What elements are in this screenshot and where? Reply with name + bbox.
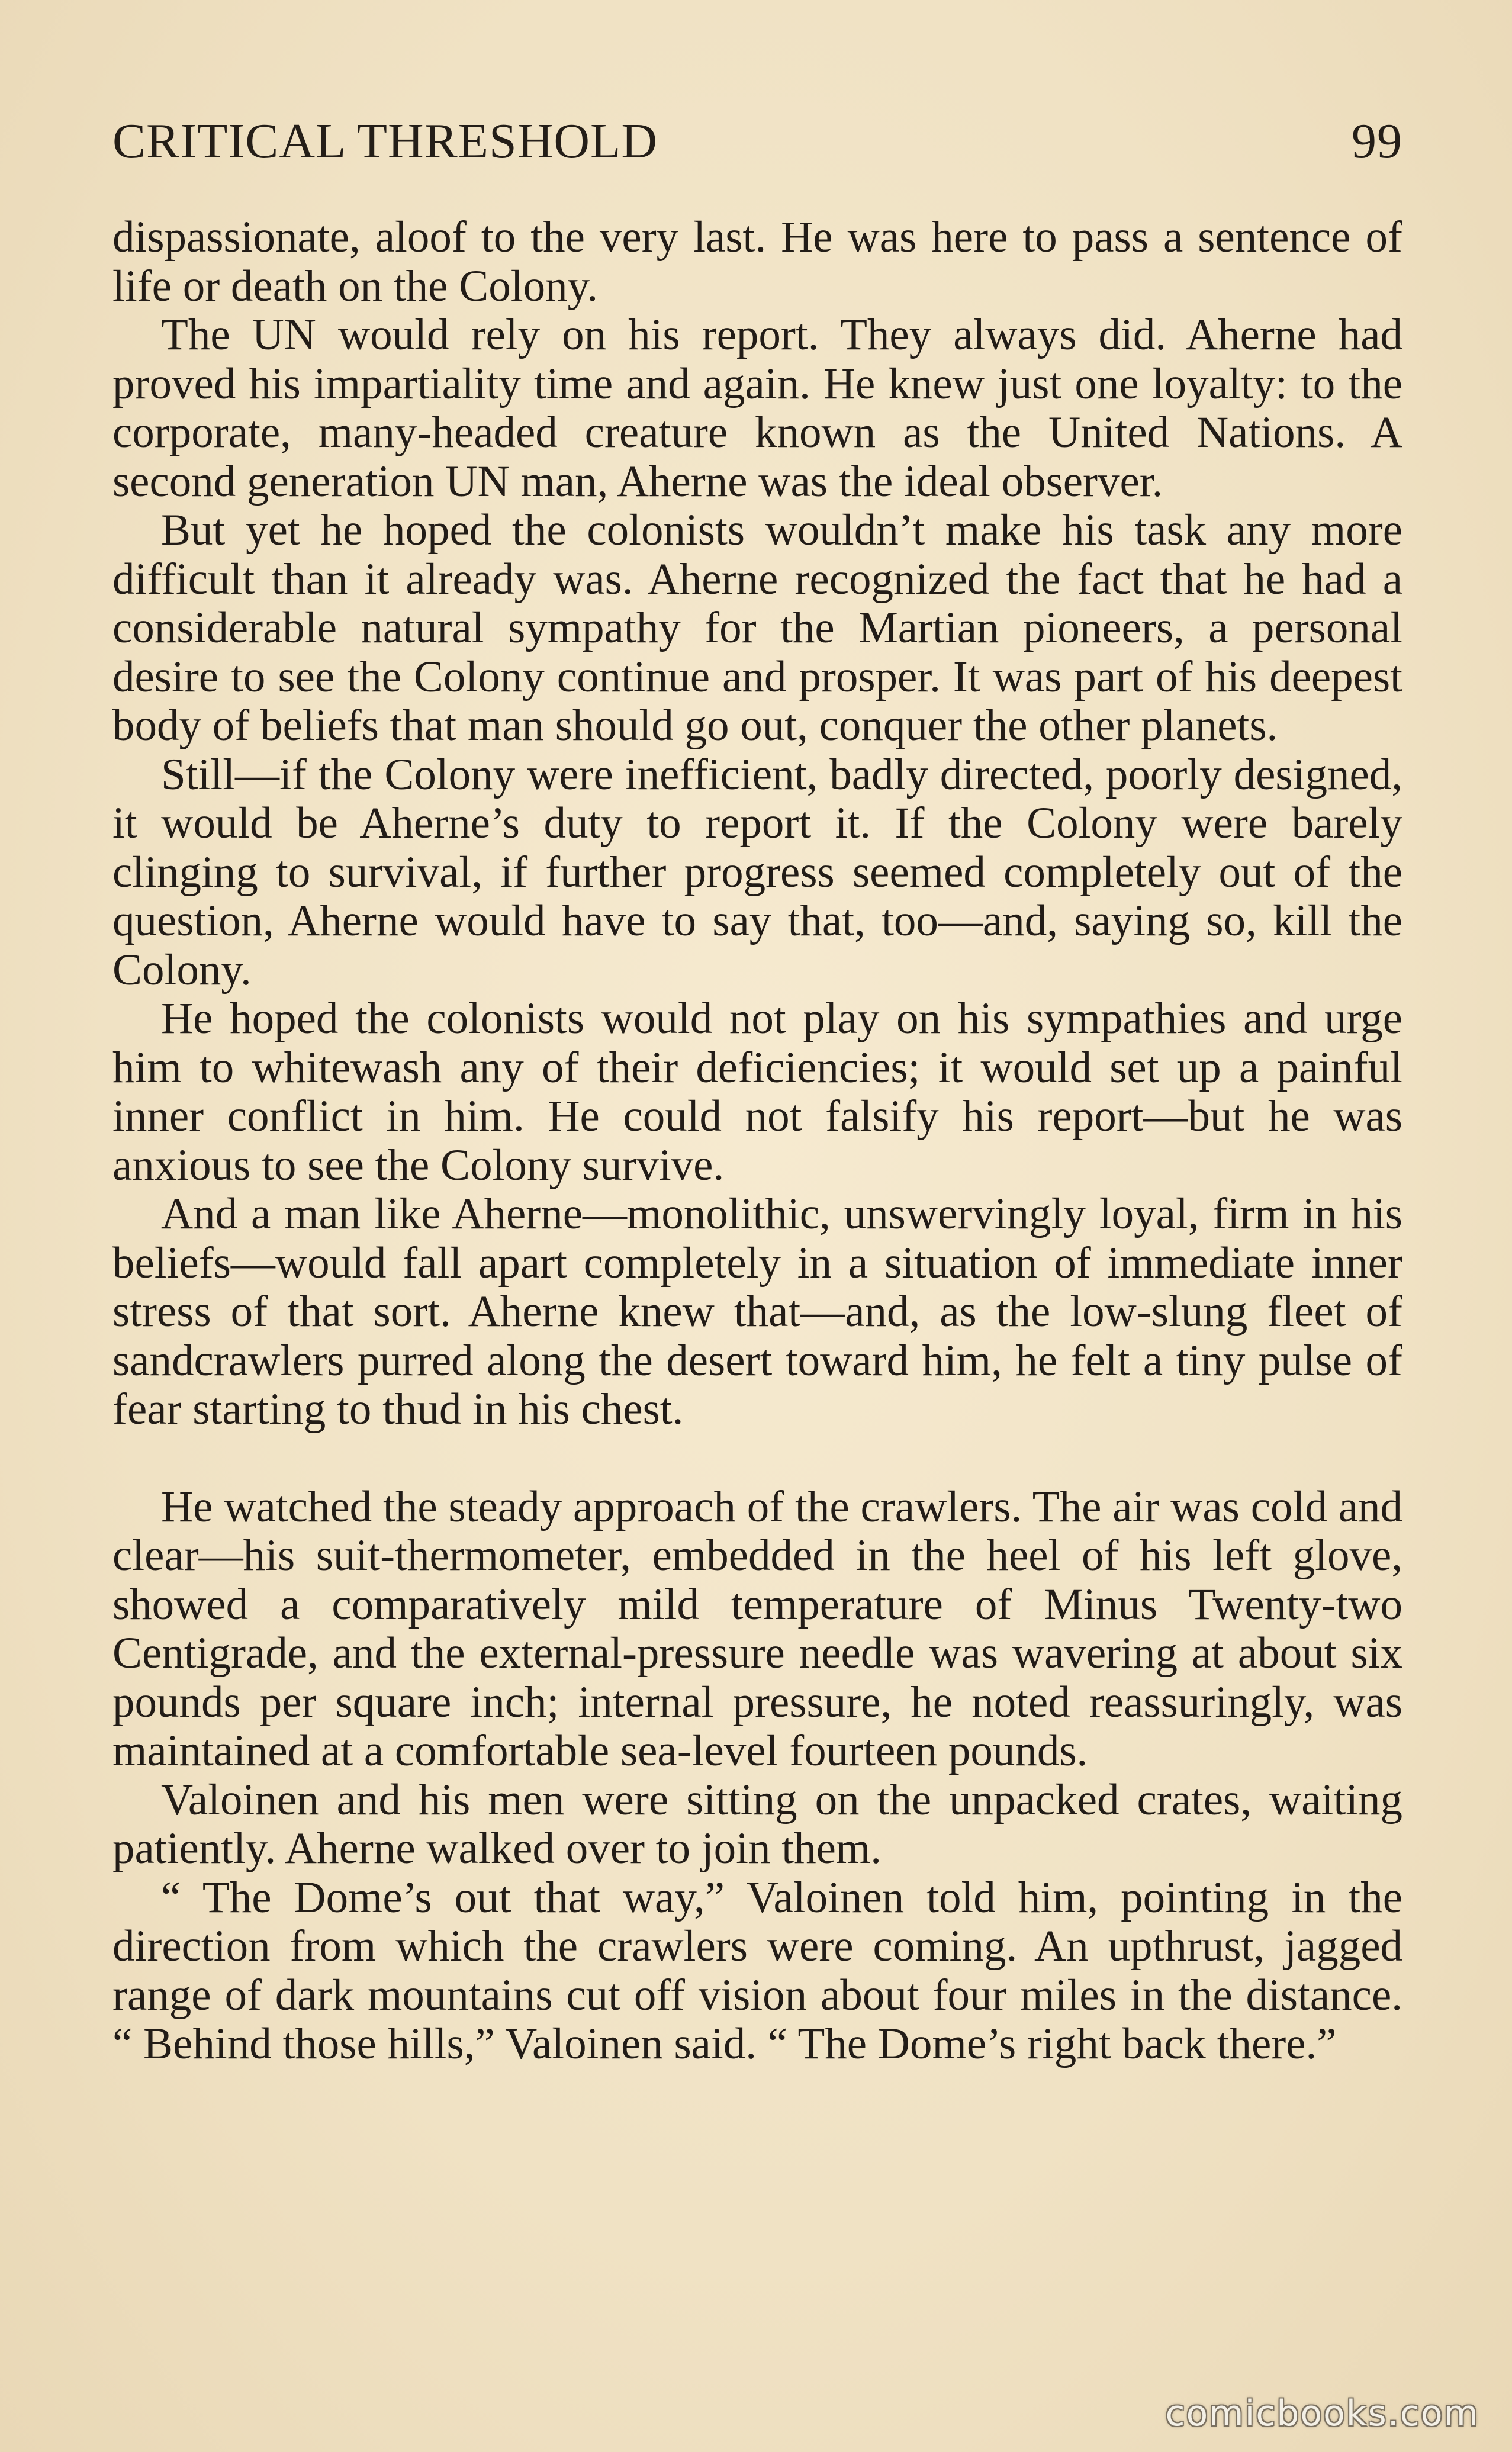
paragraph: The UN would rely on his report. They always did. Aherne had proved his impartiality time and again. He knew just one loyalty: to the corporate, many-headed creature known as the United Nations. A second generation UN man, Aherne was the ideal observer. <box>112 310 1402 506</box>
paragraph: And a man like Aherne—monolithic, unswervingly loyal, firm in his beliefs—would fall apart completely in a situation of immediate inner stress of that sort. Aherne knew that—and, as the low-slung fleet of sandcrawlers purred along the desert toward him, he felt a tiny pulse of fear starting to thud in his chest. <box>112 1189 1402 1434</box>
watermark-logo: comicbooks.com <box>1165 2393 1479 2434</box>
paragraph: Still—if the Colony were inefficient, badly directed, poorly designed, it would be Aherne’s duty to report it. If the Colony were barely clinging to survival, if further progress seemed completely out of the question, Aherne would have to say that, too—and, saying so, kill the Colony. <box>112 749 1402 995</box>
page-number: 99 <box>1352 114 1402 169</box>
running-title: CRITICAL THRESHOLD <box>112 114 658 169</box>
running-header <box>112 112 1402 178</box>
paragraph: dispassionate, aloof to the very last. He was here to pass a sentence of life or death on the Colony. <box>112 213 1402 311</box>
section-break <box>112 1434 1402 1483</box>
paragraph: But yet he hoped the colonists wouldn’t make his task any more difficult than it already was. Aherne recognized the fact that he had a considerable natural sympathy for the Martian pioneers, a personal desire to see the Colony continue and prosper. It was part of his deepest body of beliefs that man should go out, conquer the other planets. <box>112 506 1402 750</box>
paragraph: “ The Dome’s out that way,” Valoinen told him, pointing in the direction from which the crawlers were coming. An upthrust, jagged range of dark mountains cut off vision about four miles in the distance. “ Behind those hills,” Valoinen said. “ The Dome’s right back there.” <box>112 1872 1402 2068</box>
paragraph: He watched the steady approach of the crawlers. The air was cold and clear—his suit-thermometer, embedded in the heel of his left glove, showed a comparatively mild temperature of Minus Twenty-two Centigrade, and the external-pressure needle was wavering at about six pounds per square inch; internal pressure, he noted reassuringly, was maintained at a comfortable sea-level fourteen pounds. <box>112 1482 1402 1775</box>
paragraph: Valoinen and his men were sitting on the unpacked crates, waiting patiently. Aherne walked over to join them. <box>112 1775 1402 1873</box>
paragraph: He hoped the colonists would not play on his sympathies and urge him to whitewash any of their deficiencies; it would set up a painful inner conflict in him. He could not falsify his report—but he was anxious to see the Colony survive. <box>112 994 1402 1190</box>
body-text <box>112 213 1402 2069</box>
